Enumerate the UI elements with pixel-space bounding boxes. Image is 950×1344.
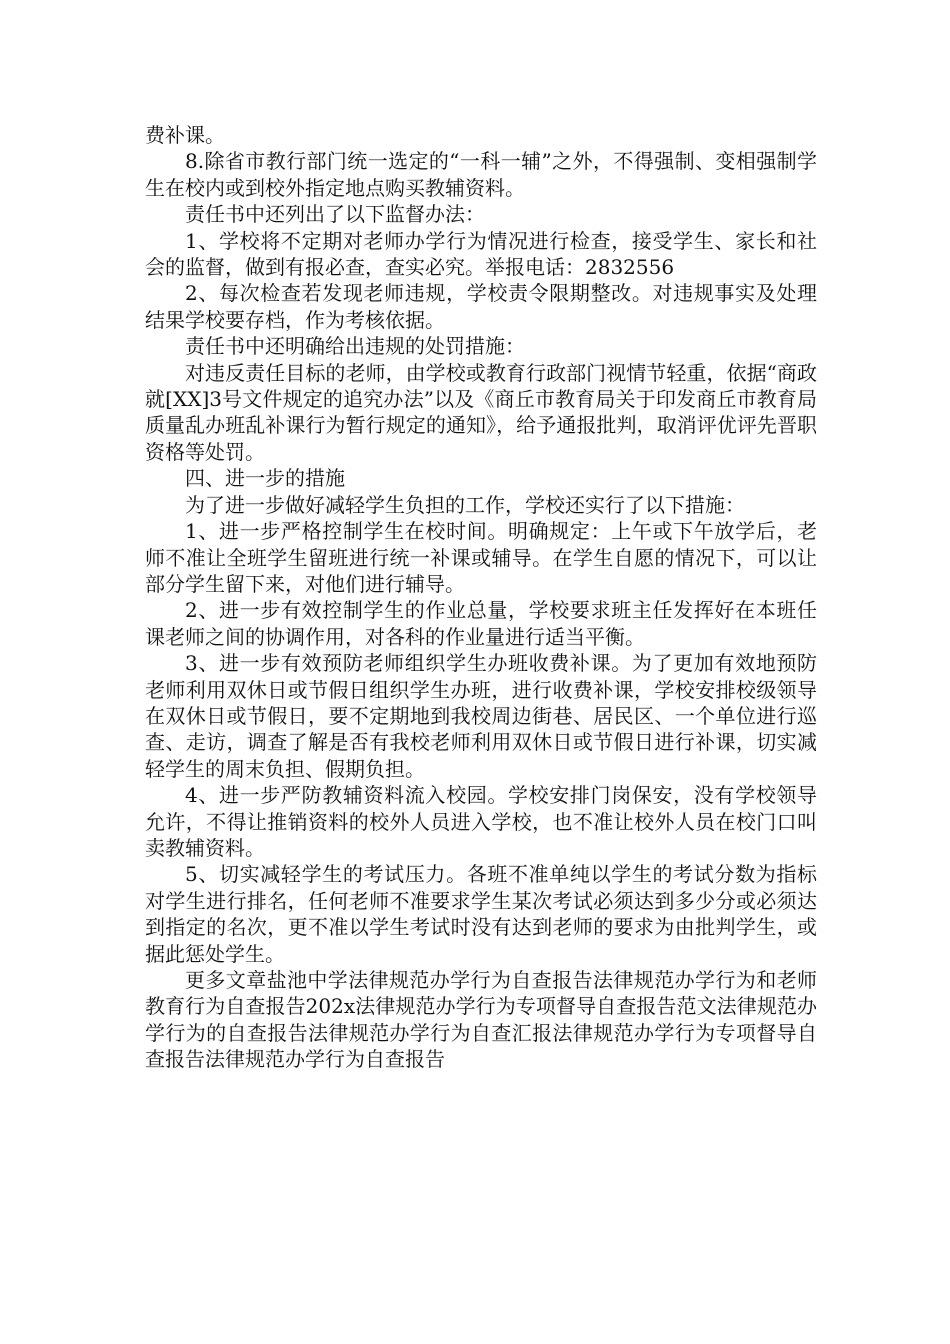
paragraph-3: 责任书中还列出了以下监督办法： [185, 202, 485, 227]
paragraph-14: 5、切实减轻学生的考试压力。各班不准单纯以学生的考试分数为指标对学生进行排名，任何老师不准要求学生某次考试必须达到多少分或必须达到指定的名次，更不准以学生考试时没有达到老师的要求为由批判学生，或据此惩处学生。 [145, 862, 817, 966]
paragraph-10: 1、进一步严格控制学生在校时间。明确规定：上午或下午放学后，老师不准让全班学生留班进行统一补课或辅导。在学生自愿的情况下，可以让部分学生留下来，对他们进行辅导。 [145, 519, 817, 596]
related-articles: 更多文章盐池中学法律规范办学行为自查报告法律规范办学行为和老师教育行为自查报告202x法律规范办学行为专项督导自查报告范文法律规范办学行为的自查报告法律规范办学行为自查汇报法律规范办学行为专项督导自查报告法律规范办学行为自查报告 [145, 968, 817, 1072]
paragraph-9: 为了进一步做好减轻学生负担的工作，学校还实行了以下措施： [185, 492, 745, 517]
paragraph-4: 1、学校将不定期对老师办学行为情况进行检查，接受学生、家长和社会的监督，做到有报必查，查实必究。举报电话：2832556 [145, 228, 817, 280]
document-body [145, 122, 817, 1073]
paragraph-7: 对违反责任目标的老师，由学校或教育行政部门视情节轻重，依据“商政就[XX]3号文件规定的追究办法”以及《商丘市教育局关于印发商丘市教育局质量乱办班乱补课行为暂行规定的通知》，给予通报批判，取消评优评先晋职资格等处罚。 [145, 360, 817, 464]
paragraph-12: 3、进一步有效预防老师组织学生办班收费补课。为了更加有效地预防老师利用双休日或节假日组织学生办班，进行收费补课，学校安排校级领导在双休日或节假日，要不定期地到我校周边街巷、居民区、一个单位进行巡查、走访，调查了解是否有我校老师利用双休日或节假日进行补课，切实减轻学生的周末负担、假期负担。 [145, 651, 817, 781]
paragraph-13: 4、进一步严防教辅资料流入校园。学校安排门岗保安，没有学校领导允许，不得让推销资料的校外人员进入学校，也不准让校外人员在校门口叫卖教辅资料。 [145, 783, 817, 860]
paragraph-5: 2、每次检查若发现老师违规，学校责令限期整改。对违规事实及处理结果学校要存档，作为考核依据。 [145, 281, 817, 332]
paragraph-6: 责任书中还明确给出违规的处罚措施： [185, 334, 525, 359]
paragraph-2: 8.除省市教行部门统一选定的“一科一辅”之外，不得强制、变相强制学生在校内或到校外指定地点购买教辅资料。 [145, 149, 817, 200]
paragraph-1: 费补课。 [145, 123, 225, 147]
paragraph-11: 2、进一步有效控制学生的作业总量，学校要求班主任发挥好在本班任课老师之间的协调作用，对各科的作业量进行适当平衡。 [145, 598, 817, 649]
section-heading: 四、进一步的措施 [185, 466, 345, 491]
